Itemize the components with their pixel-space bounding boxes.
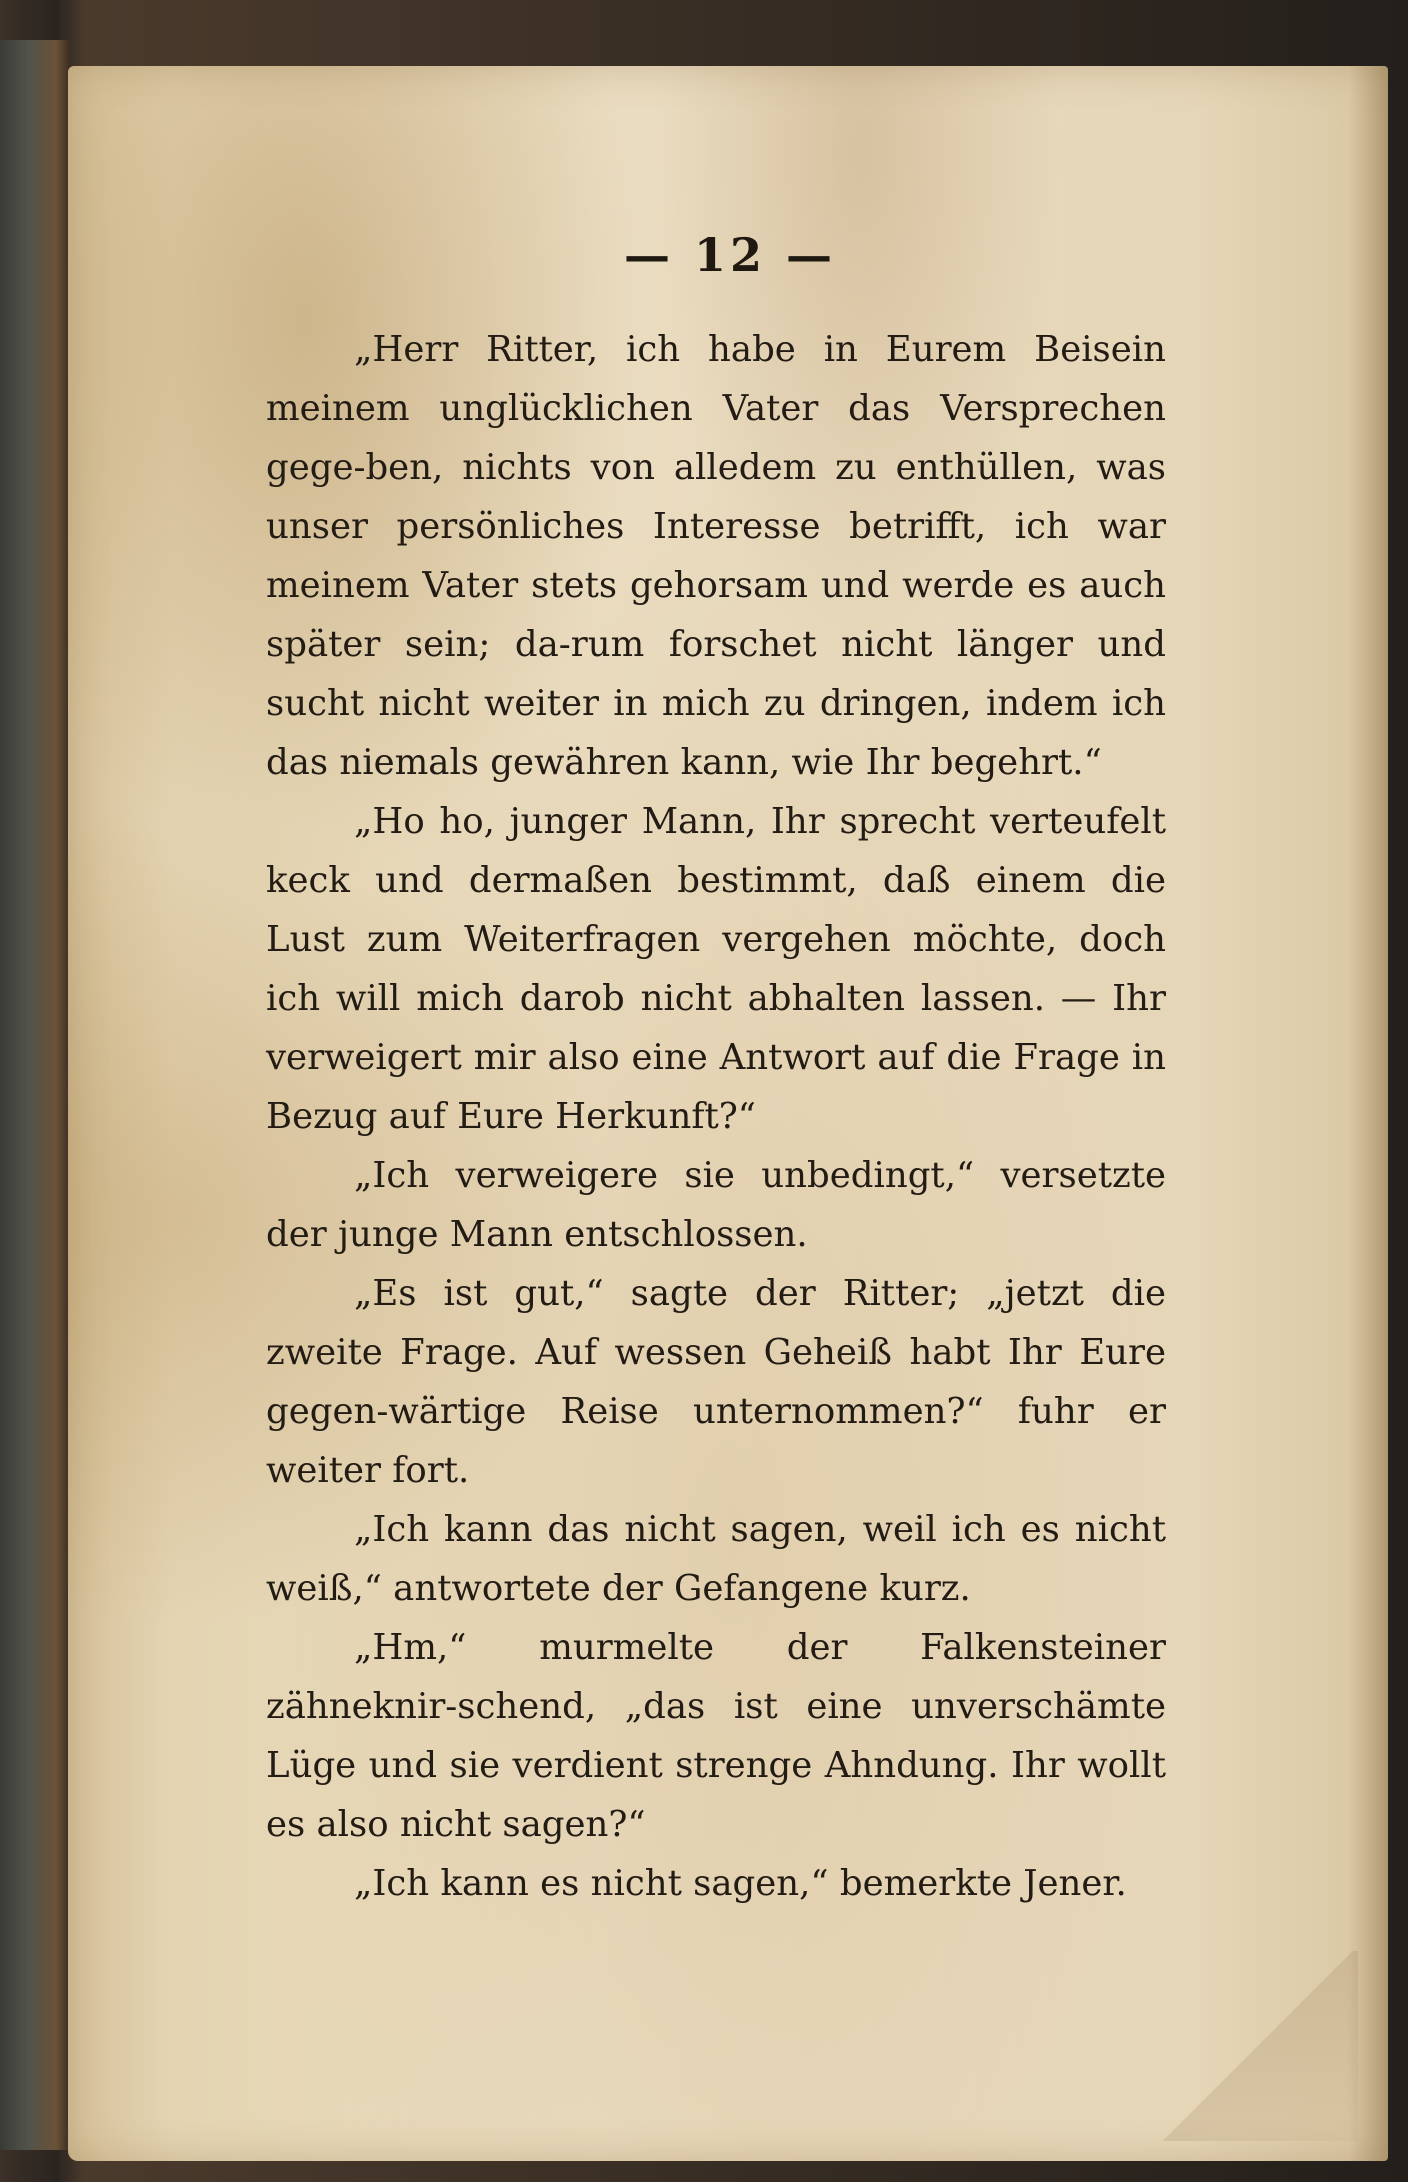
paragraph: „Ich kann es nicht sagen,“ bemerkte Jener.: [354, 1863, 1127, 1904]
paragraph: „Es ist gut,“ sagte der Ritter; „jetzt die zweite Frage. Auf wessen Geheiß habt Ihr Eure gegen-wärtige Reise unternommen?“ fuhr er weiter fort.: [266, 1273, 1166, 1491]
body-text: [266, 320, 1166, 1913]
paragraph: „Hm,“ murmelte der Falkensteiner zähneknir-schend, „das ist eine unverschämte Lüge und sie verdient strenge Ahndung. Ihr wollt es also nicht sagen?“: [266, 1627, 1166, 1845]
paragraph: „Herr Ritter, ich habe in Eurem Beisein meinem unglücklichen Vater das Versprechen gege-ben, nichts von alledem zu enthüllen, was unser persönliches Interesse betrifft, ich war meinem Vater stets gehorsam und werde es auch später sein; da-rum forschet nicht länger und sucht nicht weiter in mich zu dringen, indem ich das niemals gewähren kann, wie Ihr begehrt.“: [266, 329, 1166, 783]
page-gutter-shadow: [1348, 66, 1388, 2161]
paragraph: „Ich verweigere sie unbedingt,“ versetzte der junge Mann entschlossen.: [266, 1155, 1166, 1255]
paragraph: „Ich kann das nicht sagen, weil ich es nicht weiß,“ antwortete der Gefangene kurz.: [266, 1509, 1166, 1609]
page-number: — 12 —: [623, 228, 837, 282]
page-corner-fold: [1158, 1951, 1358, 2141]
paragraph: „Ho ho, junger Mann, Ihr sprecht verteufelt keck und dermaßen bestimmt, daß einem die Lust zum Weiterfragen vergehen möchte, doch ich will mich darob nicht abhalten lassen. — Ihr verweigert mir also eine Antwort auf die Frage in Bezug auf Eure Herkunft?“: [266, 801, 1166, 1137]
book-spine-edge: [0, 40, 70, 2150]
